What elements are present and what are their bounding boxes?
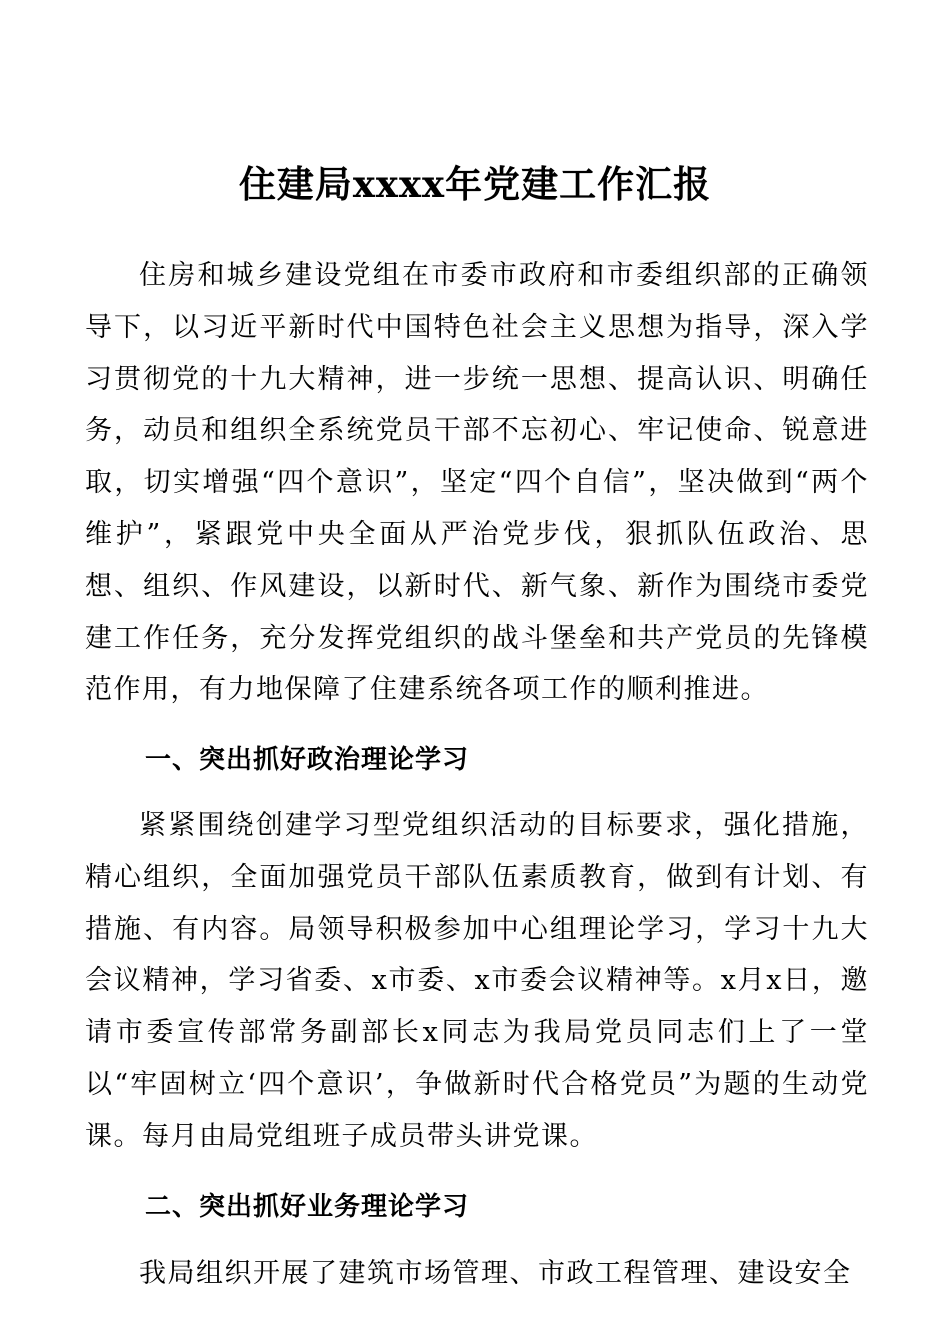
section-heading-1: 一、突出抓好政治理论学习 bbox=[145, 745, 470, 775]
section-2-paragraph: 我局组织开展了建筑市场管理、市政工程管理、建设安全 bbox=[139, 1258, 852, 1289]
document-title: 住建局xxxx年党建工作汇报 bbox=[238, 162, 712, 206]
section-heading-2: 二、突出抓好业务理论学习 bbox=[145, 1192, 470, 1222]
intro-paragraph: 住房和城乡建设党组在市委市政府和市委组织部的正确领导下，以习近平新时代中国特色社会主义思想为指导，深入学习贯彻党的十九大精神，进一步统一思想、提高认识、明确任务，动员和组织全系统党员干部不忘初心、牢记使命、锐意进取，切实增强“四个意识”，坚定“四个自信”，坚决做到“两个维护”，紧跟党中央全面从严治党步伐，狠抓队伍政治、思想、组织、作风建设，以新时代、新气象、新作为围绕市委党建工作任务，充分发挥党组织的战斗堡垒和共产党员的先锋模范作用，有力地保障了住建系统各项工作的顺利推进。 bbox=[85, 260, 869, 706]
section-1-paragraph: 紧紧围绕创建学习型党组织活动的目标要求，强化措施，精心组织，全面加强党员干部队伍素质教育，做到有计划、有措施、有内容。局领导积极参加中心组理论学习，学习十九大会议精神，学习省委、x市委、x市委会议精神等。x月x日，邀请市委宣传部常务副部长x同志为我局党员同志们上了一堂以“牢固树立‘四个意识’，争做新时代合格党员”为题的生动党课。每月由局党组班子成员带头讲党课。 bbox=[85, 810, 869, 1152]
